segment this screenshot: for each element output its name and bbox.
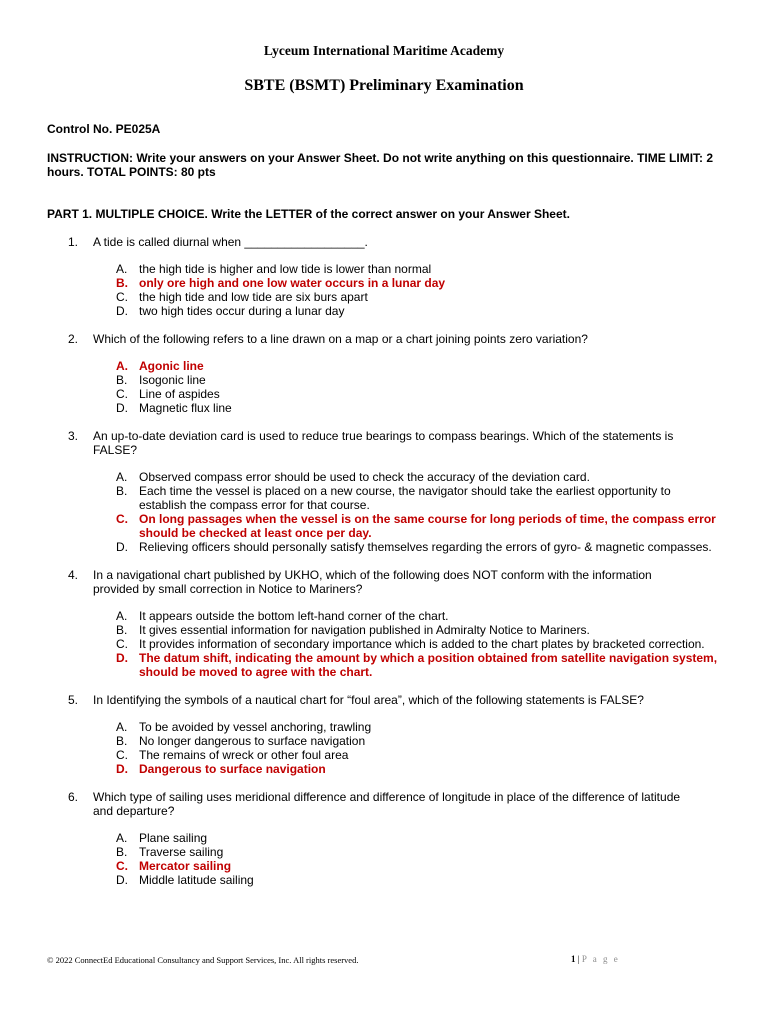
question-number: 4. [68, 568, 79, 582]
option-text: Mercator sailing [139, 859, 232, 873]
option-list [0, 609, 768, 679]
option-a [0, 470, 719, 484]
question-number: 3. [68, 429, 79, 443]
option-letter: B. [116, 623, 128, 637]
page-separator: | [575, 954, 582, 964]
option-letter: C. [116, 859, 128, 873]
option-b-correct [0, 276, 719, 290]
option-text: Magnetic flux line [139, 401, 232, 415]
option-letter: A. [116, 262, 128, 276]
option-letter: B. [116, 734, 128, 748]
option-list [0, 262, 768, 318]
option-text: The remains of wreck or other foul area [139, 748, 349, 762]
option-b [0, 845, 719, 859]
question-number: 1. [68, 235, 79, 249]
option-d [0, 304, 719, 318]
question-text: Which type of sailing uses meridional difference and difference of longitude in place of the difference of latitude and departure? [93, 790, 681, 818]
option-text: On long passages when the vessel is on the same course for long periods of time, the compass error should be checked at least once per day. [139, 512, 716, 540]
option-text: only ore high and one low water occurs in a lunar day [139, 276, 446, 290]
option-text: It provides information of secondary importance which is added to the chart plates by bracketed correction. [139, 637, 705, 651]
question-text: In a navigational chart published by UKHO, which of the following does NOT conform with the information provided by small correction in Notice to Mariners? [93, 568, 652, 596]
option-c [0, 748, 719, 762]
question-list [0, 235, 768, 901]
option-letter: C. [116, 637, 128, 651]
question-number: 5. [68, 693, 79, 707]
option-text: The datum shift, indicating the amount by which a position obtained from satellite navigation system, should be moved to agree with the chart. [139, 651, 718, 679]
option-c-correct [0, 512, 719, 540]
option-text: To be avoided by vessel anchoring, trawling [139, 720, 372, 734]
option-letter: B. [116, 373, 128, 387]
option-a [0, 262, 719, 276]
option-text: Dangerous to surface navigation [139, 762, 326, 776]
option-a-correct [0, 359, 719, 373]
option-c-correct [0, 859, 719, 873]
question-text: An up-to-date deviation card is used to reduce true bearings to compass bearings. Which of the statements is FALSE? [93, 429, 674, 457]
school-name: Lyceum International Maritime Academy [263, 43, 505, 58]
instruction-text: INSTRUCTION: Write your answers on your Answer Sheet. Do not write anything on this questionnaire. TIME LIMIT: 2 hours. TOTAL POINTS: 80 pts [47, 151, 714, 179]
option-a [0, 609, 719, 623]
option-text: Observed compass error should be used to check the accuracy of the deviation card. [139, 470, 590, 484]
question-number: 2. [68, 332, 79, 346]
option-text: Isogonic line [139, 373, 206, 387]
option-b [0, 373, 719, 387]
question-text: A tide is called diurnal when __________________. [93, 235, 368, 249]
option-letter: D. [116, 540, 128, 554]
option-text: It gives essential information for navigation published in Admiralty Notice to Mariners. [139, 623, 590, 637]
option-letter: A. [116, 359, 128, 373]
option-text: the high tide is higher and low tide is lower than normal [139, 262, 432, 276]
option-list [0, 831, 768, 887]
option-text: Agonic line [139, 359, 204, 373]
footer-page-label [571, 954, 620, 964]
option-b [0, 734, 719, 748]
question-3 [0, 429, 768, 554]
question-6 [0, 790, 768, 887]
page-word: P a g e [581, 954, 620, 964]
question-2 [0, 332, 768, 415]
question-4 [0, 568, 768, 679]
option-text: two high tides occur during a lunar day [139, 304, 345, 318]
option-text: No longer dangerous to surface navigation [139, 734, 366, 748]
option-text: Plane sailing [139, 831, 208, 845]
option-a [0, 831, 719, 845]
question-number: 6. [68, 790, 79, 804]
option-d-correct [0, 762, 719, 776]
option-letter: B. [116, 845, 128, 859]
option-c [0, 387, 719, 401]
question-text: Which of the following refers to a line drawn on a map or a chart joining points zero variation? [93, 332, 588, 346]
option-d-correct [0, 651, 719, 679]
option-text: Relieving officers should personally satisfy themselves regarding the errors of gyro- & magnetic compasses. [139, 540, 712, 554]
option-d [0, 540, 719, 554]
option-c [0, 290, 719, 304]
option-letter: C. [116, 748, 128, 762]
option-list [0, 470, 768, 554]
option-c [0, 637, 719, 651]
question-text: In Identifying the symbols of a nautical chart for “foul area”, which of the following statements is FALSE? [93, 693, 644, 707]
option-b [0, 484, 719, 512]
option-letter: A. [116, 609, 128, 623]
control-number: Control No. PE025A [47, 122, 161, 136]
option-text: Middle latitude sailing [139, 873, 254, 887]
option-text: Each time the vessel is placed on a new course, the navigator should take the earliest opportunity to establish the compass error for that course. [139, 484, 671, 512]
option-letter: C. [116, 290, 128, 304]
option-letter: D. [116, 651, 128, 665]
option-letter: A. [116, 720, 128, 734]
option-list [0, 720, 768, 776]
option-letter: D. [116, 401, 128, 415]
footer-copyright: © 2022 ConnectEd Educational Consultancy and Support Services, Inc. All rights reserved. [47, 955, 359, 965]
option-letter: B. [116, 276, 128, 290]
option-d [0, 873, 719, 887]
question-5 [0, 693, 768, 776]
option-list [0, 359, 768, 415]
option-letter: D. [116, 873, 128, 887]
option-letter: D. [116, 762, 128, 776]
option-letter: B. [116, 484, 128, 498]
option-b [0, 623, 719, 637]
option-d [0, 401, 719, 415]
option-letter: A. [116, 470, 128, 484]
option-a [0, 720, 719, 734]
option-letter: D. [116, 304, 128, 318]
option-letter: C. [116, 387, 128, 401]
option-letter: C. [116, 512, 128, 526]
option-letter: A. [116, 831, 128, 845]
option-text: It appears outside the bottom left-hand corner of the chart. [139, 609, 449, 623]
exam-title: SBTE (BSMT) Preliminary Examination [244, 77, 524, 94]
page-number: 1 [571, 954, 576, 964]
option-text: the high tide and low tide are six burs apart [139, 290, 368, 304]
option-text: Line of aspides [139, 387, 220, 401]
part-heading: PART 1. MULTIPLE CHOICE. Write the LETTER of the correct answer on your Answer Sheet. [47, 207, 570, 221]
option-text: Traverse sailing [139, 845, 224, 859]
question-1 [0, 235, 768, 318]
